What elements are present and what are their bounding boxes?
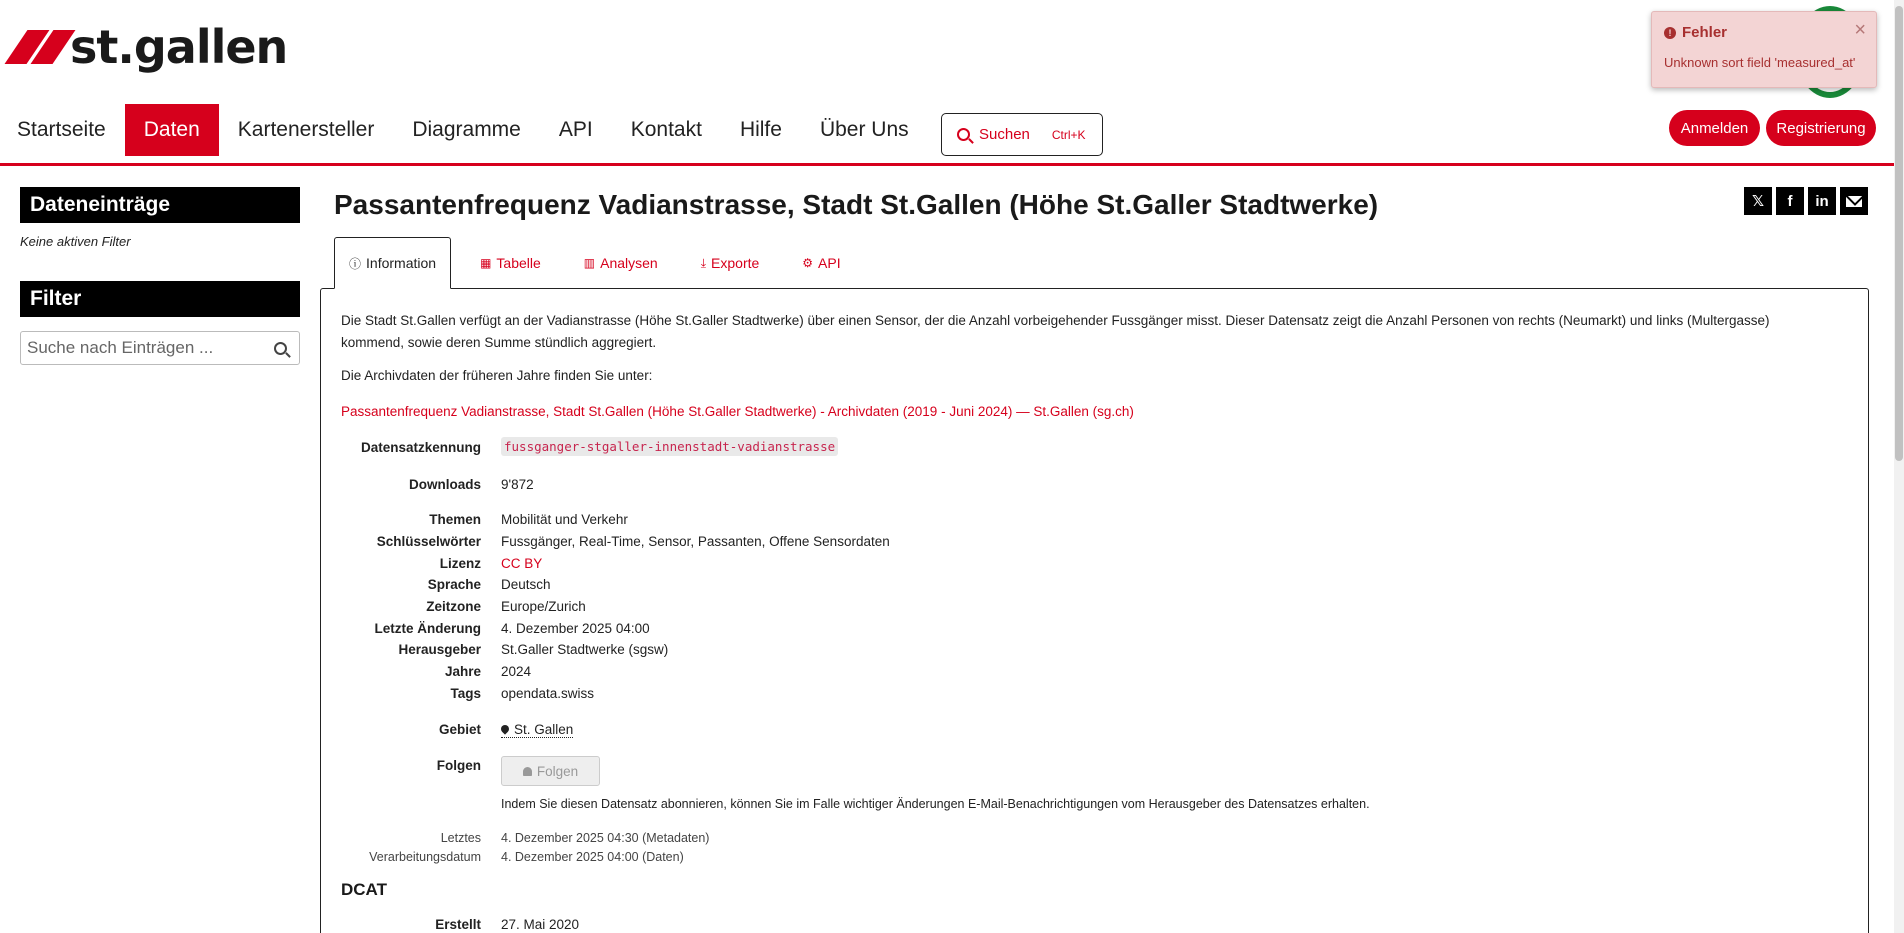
themes-value: Mobilität und Verkehr xyxy=(501,512,628,527)
timezone-value: Europe/Zurich xyxy=(501,599,586,614)
processing-data: 4. Dezember 2025 04:00 (Daten) xyxy=(501,850,684,864)
downloads-value: 9'872 xyxy=(501,477,534,492)
identifier-label: Datensatzkennung xyxy=(360,440,481,455)
search-shortcut: Ctrl+K xyxy=(1051,127,1086,142)
years-label: Jahre xyxy=(444,664,481,679)
map-marker-icon xyxy=(499,723,510,734)
processing-label-2: Verarbeitungsdatum xyxy=(369,850,481,864)
tab-information[interactable]: ⓘ Information xyxy=(334,237,451,289)
nav-item-kontakt[interactable]: Kontakt xyxy=(630,118,702,141)
logo-text: st.gallen xyxy=(70,20,288,74)
nav-item-ueber-uns[interactable]: Über Uns xyxy=(819,118,909,141)
publisher-label: Herausgeber xyxy=(398,642,481,657)
follow-note: Indem Sie diesen Datensatz abonnieren, können Sie im Falle wichtiger Änderungen E-Mail-Benachrichtigungen vom Herausgeber des Datensatzes erhalten. xyxy=(501,797,1370,811)
themes-label: Themen xyxy=(429,512,481,527)
tab-tabelle[interactable]: ▦ Tabelle xyxy=(480,255,541,271)
dcat-heading: DCAT xyxy=(341,880,387,899)
share-x-button[interactable]: 𝕏 xyxy=(1744,187,1772,215)
license-label: Lizenz xyxy=(439,556,481,571)
login-button[interactable]: Anmelden xyxy=(1669,110,1760,146)
logo-slashes xyxy=(16,30,64,64)
search-label: Suchen xyxy=(979,126,1030,143)
scrollbar-thumb[interactable] xyxy=(1895,6,1903,461)
tags-label: Tags xyxy=(450,686,481,701)
exclamation-circle-icon: ! xyxy=(1664,27,1676,39)
downloads-label: Downloads xyxy=(408,477,481,492)
sidebar-filter-title: Filter xyxy=(20,281,300,317)
keywords-value: Fussgänger, Real-Time, Sensor, Passanten, Offene Sensordaten xyxy=(501,534,890,549)
follow-button[interactable]: Folgen xyxy=(501,756,600,786)
publisher-value: St.Galler Stadtwerke (sgsw) xyxy=(501,642,669,657)
cogs-icon: ⚙ xyxy=(802,256,814,270)
global-search-button[interactable] xyxy=(941,113,1103,156)
search-icon[interactable] xyxy=(274,342,287,355)
nav-item-diagramme[interactable]: Diagramme xyxy=(412,118,521,141)
tab-exporte[interactable]: ⤓ Exporte xyxy=(700,255,760,271)
main-nav xyxy=(0,104,928,156)
toast-message: Unknown sort field 'measured_at' xyxy=(1664,55,1856,70)
close-icon[interactable]: × xyxy=(1854,19,1866,41)
processing-meta: 4. Dezember 2025 04:30 (Metadaten) xyxy=(501,831,710,845)
bar-chart-icon: ▥ xyxy=(583,256,596,270)
bell-icon xyxy=(523,767,532,776)
register-button[interactable]: Registrierung xyxy=(1766,110,1876,146)
share-email-button[interactable] xyxy=(1840,187,1868,215)
area-label: Gebiet xyxy=(438,722,481,737)
share-linkedin-button[interactable]: in xyxy=(1808,187,1836,215)
nav-item-startseite[interactable]: Startseite xyxy=(17,118,106,141)
tab-analysen[interactable]: ▥ Analysen xyxy=(583,255,658,271)
modified-label: Letzte Änderung xyxy=(374,621,481,636)
envelope-icon xyxy=(1846,196,1862,207)
nav-item-kartenersteller[interactable]: Kartenersteller xyxy=(237,118,375,141)
site-logo[interactable] xyxy=(16,20,288,74)
error-toast xyxy=(1651,11,1877,88)
page-scrollbar[interactable] xyxy=(1894,0,1904,933)
page-title: Passantenfrequenz Vadianstrasse, Stadt St.Gallen (Höhe St.Galler Stadtwerke) xyxy=(334,189,1379,220)
nav-item-daten[interactable]: Daten xyxy=(125,104,219,156)
search-icon xyxy=(957,128,970,141)
dataset-tabs xyxy=(334,237,870,289)
site-header xyxy=(0,0,1894,166)
language-value: Deutsch xyxy=(501,577,551,592)
years-value: 2024 xyxy=(501,664,532,679)
created-label: Erstellt xyxy=(435,917,481,932)
info-icon: ⓘ xyxy=(349,256,362,271)
no-active-filters: Keine aktiven Filter xyxy=(20,234,131,249)
language-label: Sprache xyxy=(427,577,481,592)
archive-lead: Die Archivdaten der früheren Jahre finden Sie unter: xyxy=(341,368,653,383)
nav-item-hilfe[interactable]: Hilfe xyxy=(739,118,782,141)
identifier-value: fussganger-stgaller-innenstadt-vadianstrasse xyxy=(501,439,838,454)
modified-value: 4. Dezember 2025 04:00 xyxy=(501,621,650,636)
timezone-label: Zeitzone xyxy=(426,599,481,614)
follow-label: Folgen xyxy=(436,758,481,773)
nav-item-api[interactable]: API xyxy=(558,118,593,141)
toast-title-text: Fehler xyxy=(1682,24,1728,41)
tab-api[interactable]: ⚙ API xyxy=(802,255,841,271)
archive-link[interactable]: Passantenfrequenz Vadianstrasse, Stadt St.Gallen (Höhe St.Galler Stadtwerke) - Archivdaten (2019 - Juni 2024) — St.Gallen (sg.ch) xyxy=(341,404,1134,419)
toast-title xyxy=(1664,24,1864,41)
share-facebook-button[interactable]: f xyxy=(1776,187,1804,215)
table-icon: ▦ xyxy=(480,256,492,270)
sidebar-search xyxy=(20,331,300,365)
keywords-label: Schlüsselwörter xyxy=(376,534,481,549)
download-icon: ⤓ xyxy=(700,255,707,270)
processing-label-1: Letztes xyxy=(440,831,481,845)
tags-value: opendata.swiss xyxy=(501,686,595,701)
dataset-description: Die Stadt St.Gallen verfügt an der Vadianstrasse (Höhe St.Galler Stadtwerke) über einen Sensor, der die Anzahl vorbeigehender Fussgänger misst. Dieser Datensatz zeigt die Anzahl Personen von rechts (Neumarkt) und links (Multergasse) kommend, sowie deren Summe stündlich aggregiert. xyxy=(341,313,1770,350)
sidebar-search-input[interactable] xyxy=(21,332,274,364)
created-value: 27. Mai 2020 xyxy=(501,917,580,932)
license-link[interactable]: CC BY xyxy=(501,556,543,571)
area-link[interactable]: St. Gallen xyxy=(501,722,573,738)
sidebar-entries-title: Dateneinträge xyxy=(20,187,300,223)
